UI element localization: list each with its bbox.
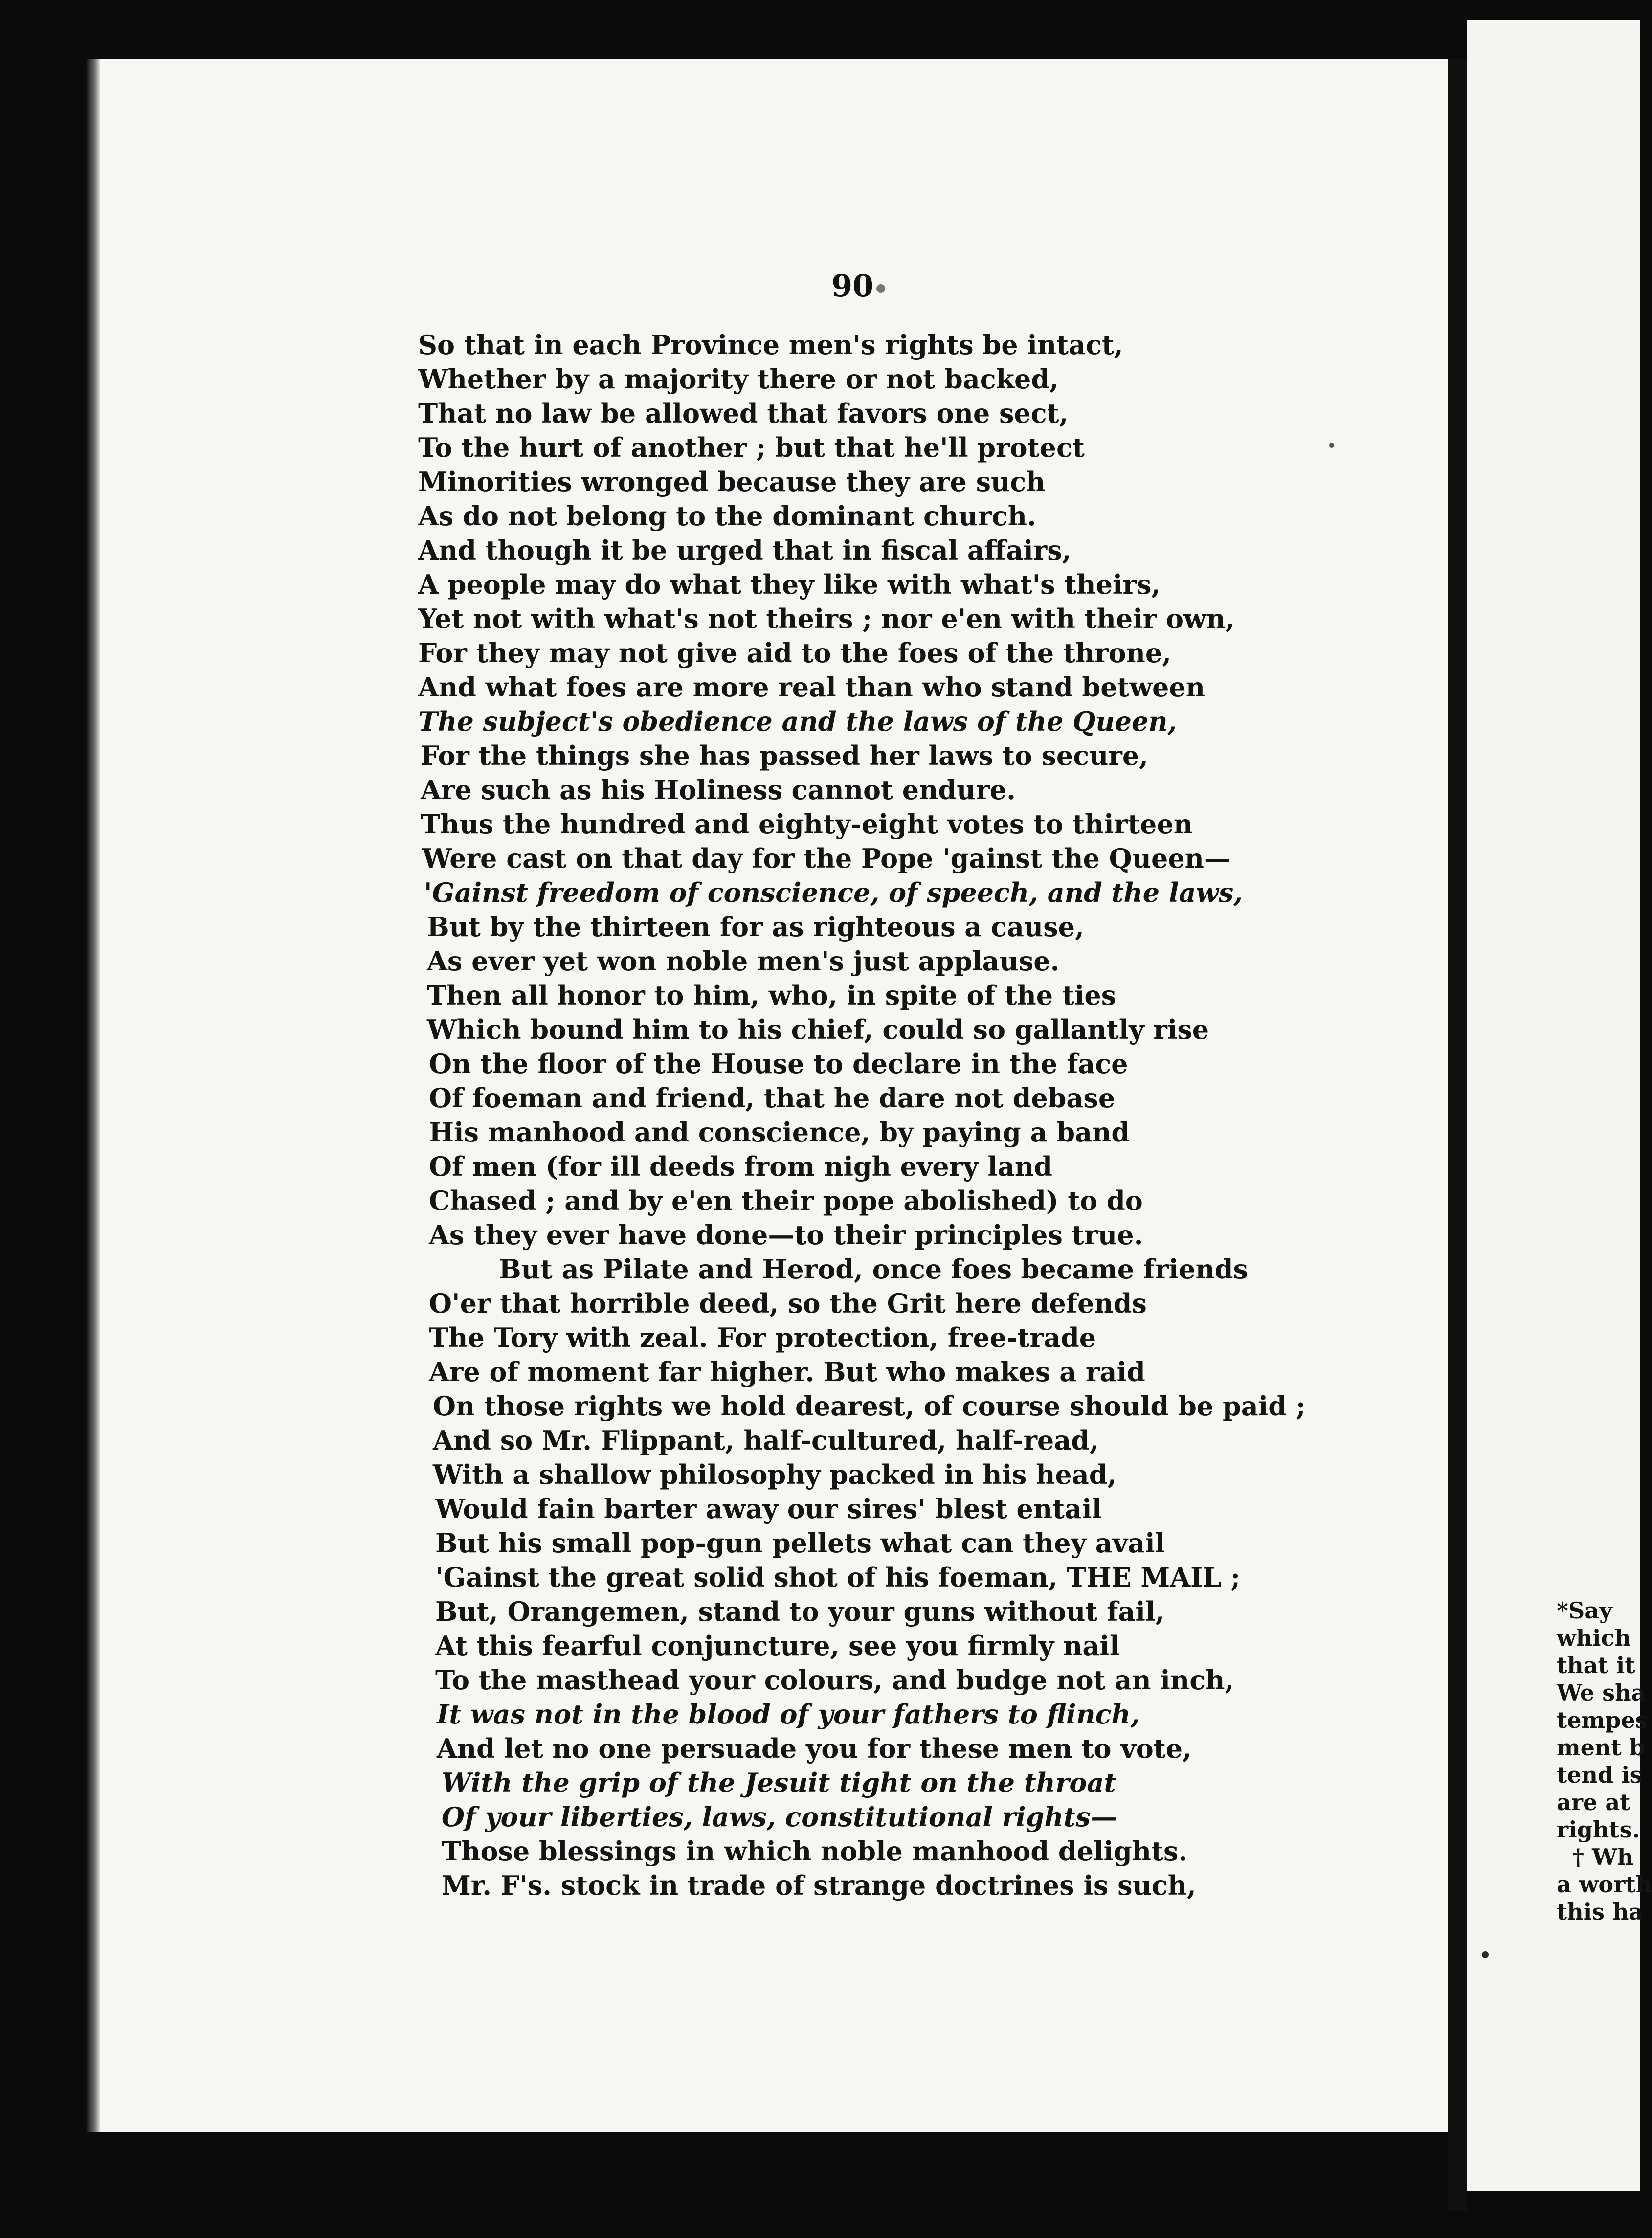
poem-line: The Tory with zeal. For protection, free-trade: [429, 1322, 1096, 1353]
poem-line: But by the thirteen for as righteous a cause,: [427, 911, 1084, 942]
poem-line: So that in each Province men's rights be intact,: [418, 329, 1123, 360]
footnote-line: a worth: [1557, 1871, 1652, 1898]
footnote-line: rights.: [1557, 1816, 1640, 1843]
poem-line: And so Mr. Flippant, half-cultured, half-read,: [433, 1425, 1099, 1456]
poem-line: Were cast on that day for the Pope 'gainst the Queen—: [422, 843, 1230, 874]
page-gutter: [1448, 59, 1467, 2211]
footnote-line: this ha: [1557, 1899, 1644, 1925]
footnote-line: ment b: [1557, 1734, 1645, 1761]
poem-line: Of foeman and friend, that he dare not debase: [429, 1082, 1116, 1114]
poem-line: And what foes are more real than who stand between: [418, 671, 1205, 703]
right-page: [1467, 20, 1652, 2191]
poem-line: And though it be urged that in fiscal affairs,: [418, 535, 1072, 566]
poem-line: The subject's obedience and the laws of the Queen,: [418, 706, 1177, 737]
poem-line: On those rights we hold dearest, of course should be paid ;: [433, 1390, 1306, 1422]
poem-line: Minorities wronged because they are such: [418, 466, 1046, 497]
poem-line: As do not belong to the dominant church.: [418, 500, 1036, 532]
poem-line: 'Gainst the great solid shot of his foeman, THE MAIL ;: [435, 1562, 1241, 1593]
footnote-line: tend is: [1557, 1762, 1643, 1788]
right-page-footnotes: [1467, 1597, 1652, 1925]
page-number-text: 90: [831, 268, 874, 304]
poem-line: With the grip of the Jesuit tight on the throat: [442, 1767, 1116, 1798]
poem-line: That no law be allowed that favors one sect,: [418, 398, 1069, 429]
poem-line: And let no one persuade you for these men to vote,: [437, 1733, 1192, 1764]
poem-line: Whether by a majority there or not backed,: [418, 363, 1059, 395]
poem-line: Thus the hundred and eighty-eight votes to thirteen: [421, 808, 1193, 840]
poem-line: To the hurt of another ; but that he'll protect: [418, 432, 1085, 463]
poem-body: [418, 328, 1372, 1902]
poem-line: A people may do what they like with what's theirs,: [418, 569, 1161, 600]
poem-line: As they ever have done—to their principles true.: [429, 1219, 1143, 1251]
poem-line: But his small pop-gun pellets what can they avail: [435, 1527, 1165, 1559]
poem-line: For they may not give aid to the foes of the throne,: [418, 637, 1172, 669]
footnote-line: We sha: [1557, 1679, 1646, 1706]
poem-line: Then all honor to him, who, in spite of the ties: [427, 980, 1116, 1011]
ink-dot: [876, 284, 885, 293]
poem-line: 'Gainst freedom of conscience, of speech, and the laws,: [424, 877, 1243, 908]
footnote-line: tempes: [1557, 1707, 1648, 1733]
ink-spot: [1482, 1951, 1489, 1958]
poem-line: His manhood and conscience, by paying a band: [429, 1117, 1130, 1148]
poem-line: Chased ; and by e'en their pope abolished) to do: [429, 1185, 1143, 1216]
footnote-line: *Say: [1557, 1597, 1612, 1624]
poem-line: O'er that horrible deed, so the Grit here defends: [429, 1288, 1147, 1319]
footnote-line: which: [1557, 1625, 1631, 1651]
ink-spot: [1329, 443, 1334, 448]
footnote-line: are at: [1557, 1789, 1630, 1815]
poem-line: Yet not with what's not theirs ; nor e'en with their own,: [418, 603, 1235, 634]
poem-line: For the things she has passed her laws to secure,: [421, 740, 1149, 771]
poem-line: Of your liberties, laws, constitutional rights—: [442, 1801, 1117, 1833]
left-page-edge: [86, 59, 100, 2132]
page-number: [831, 268, 885, 304]
poem-line: But as Pilate and Herod, once foes became friends: [499, 1253, 1248, 1285]
poem-line: Would fain barter away our sires' blest entail: [435, 1493, 1102, 1524]
poem-line: Are such as his Holiness cannot endure.: [421, 774, 1016, 806]
poem-line: With a shallow philosophy packed in his head,: [433, 1459, 1117, 1490]
footnote-line: † Wh: [1572, 1844, 1634, 1870]
poem-line: Mr. F's. stock in trade of strange doctrines is such,: [442, 1870, 1196, 1901]
poem-line: Those blessings in which noble manhood delights.: [442, 1835, 1188, 1867]
poem-line: It was not in the blood of your fathers to flinch,: [437, 1699, 1140, 1730]
poem-line: Of men (for ill deeds from nigh every land: [429, 1151, 1052, 1182]
poem-line: But, Orangemen, stand to your guns without fail,: [435, 1596, 1165, 1627]
poem-line: As ever yet won noble men's just applause.: [427, 945, 1060, 977]
poem-line: Are of moment far higher. But who makes a raid: [429, 1356, 1145, 1388]
poem-line: Which bound him to his chief, could so gallantly rise: [427, 1014, 1209, 1045]
poem-line: At this fearful conjuncture, see you firmly nail: [435, 1630, 1120, 1661]
footnote-line: that it: [1557, 1652, 1635, 1678]
poem-line: To the masthead your colours, and budge not an inch,: [435, 1664, 1234, 1696]
poem-line: On the floor of the House to declare in the face: [429, 1048, 1128, 1079]
